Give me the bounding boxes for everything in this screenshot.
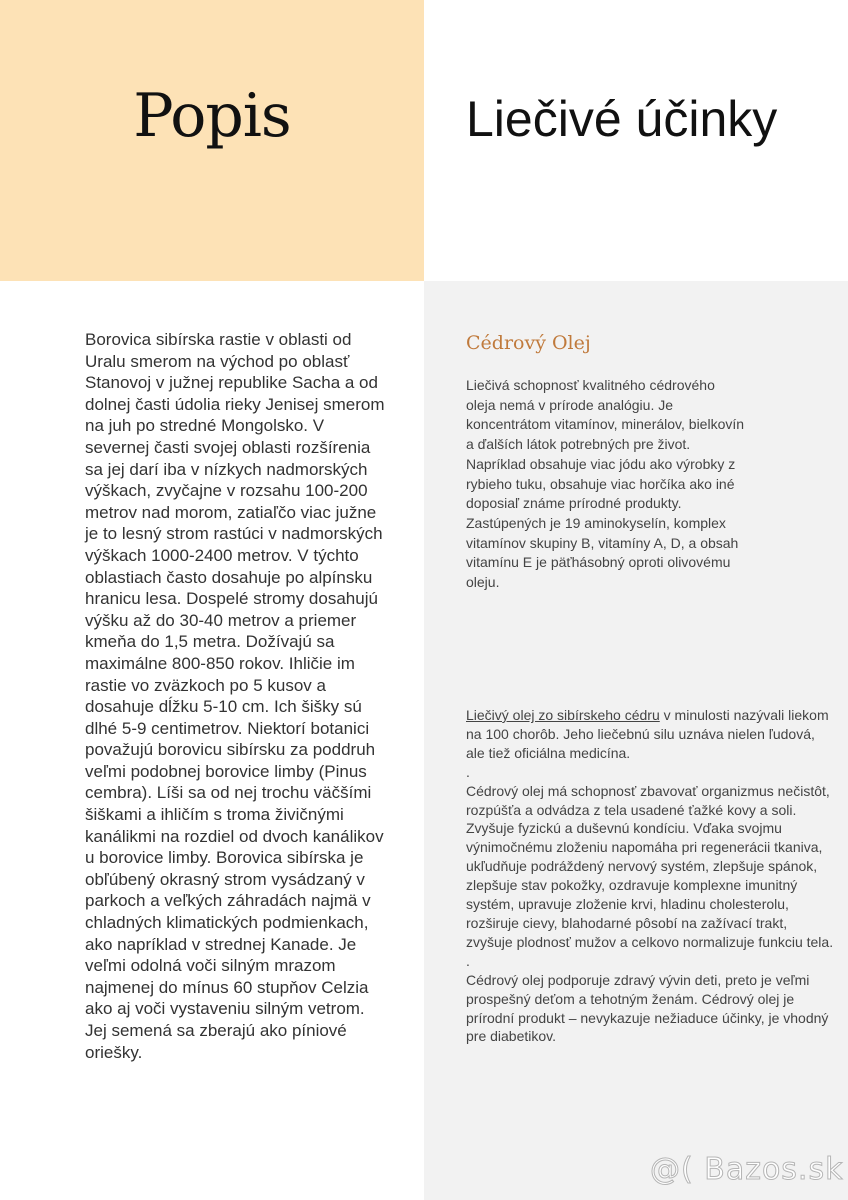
children-paragraph: Cédrový olej podporuje zdravý vývin deti, preto je veľmi prospešný deťom a tehotným ženám. Cédrový olej je prírodní produkt – nevykazuje nežiaduce účinky, je vhodný pre diabetikov. bbox=[466, 971, 829, 1045]
healing-oil-text: v minulosti nazývali liekom na 100 chorôb. Jeho liečebnú silu uznáva nielen ľudová, ale tiež oficiálna medicína. bbox=[466, 707, 829, 761]
healing-oil-link[interactable]: Liečivý olej zo sibírskeho cédru bbox=[466, 707, 660, 723]
intro-paragraph-2: Zastúpených je 19 aminokyselín, komplex vitamínov skupiny B, vitamíny A, D, a obsah vitamínu E je päťhásobný oproti olivovému oleju. bbox=[466, 514, 739, 591]
bazos-watermark: @( Bazos.sk bbox=[650, 1152, 844, 1187]
description-title: Popis bbox=[133, 81, 291, 151]
separator-dot-2: . bbox=[466, 952, 470, 969]
cleansing-paragraph: Cédrový olej má schopnosť zbavovať organizmus nečistôt, rozpúšťa a odvádza z tela usadené ťažké kovy a soli. Zvyšuje fyzickú a duševnú kondíciu. Vďaka svojmu výnimočnému zloženiu napomáha pri regenerácii tkaniva, ukľudňuje podráždený nervový systém, zlepšuje spánok, zlepšuje stav pokožky, ozdravuje komplexne imunitný systém, upravuje zloženie krvi, hladinu cholesterolu, rozširuje cievy, blahodarné pôsobí na zažívací trakt, zvyšuje plodnosť mužov a celkovo normalizuje funkciu tela. bbox=[466, 782, 834, 950]
healing-oil-paragraph bbox=[466, 706, 836, 763]
cedar-oil-details bbox=[466, 706, 836, 1046]
effects-title: Liečivé účinky bbox=[466, 91, 778, 147]
cedar-oil-heading: Cédrový Olej bbox=[466, 332, 591, 354]
intro-paragraph: Liečivá schopnosť kvalitného cédrového oleja nemá v prírode analógiu. Je koncentrátom vitamínov, minerálov, bielkovín a ďalších látok potrebných pre život. Napríklad obsahuje viac jódu ako výrobky z rybieho tuku, obsahuje viac horčíka ako iné doposiaľ známe prírodné produkty. bbox=[466, 377, 745, 512]
description-text: Borovica sibírska rastie v oblasti od Uralu smerom na východ po oblasť Stanovoj v južnej republike Sacha a od dolnej časti údolia rieky Jenisej smerom na juh po stredné Mongolsko. V severnej časti svojej oblasti rozšírenia sa jej darí iba v nízkych nadmorských výškach, zvyčajne v rozsahu 100-200 metrov nad morom, zatiaľčo viac južne je to lesný strom rastúci v nadmorských výškach 1000-2400 metrov. V týchto oblastiach často dosahuje po alpínsku hranicu lesa. Dospelé stromy dosahujú výšku až do 30-40 metrov a priemer kmeňa do 1,5 metra. Dožívajú sa maximálne 800-850 rokov. Ihličie im rastie vo zväzkoch po 5 kusov a dosahuje dĺžku 5-10 cm. Ich šišky sú dlhé 5-9 centimetrov. Niektorí botanici považujú borovicu sibírsku za poddruh veľmi podobnej borovice limby (Pinus cembra). Líši sa od nej trochu väčšími šiškami a ihličím s troma živičnými kanálikmi na rozdiel od dvoch kanálikov u borovice limby. Borovica sibírska je obľúbený okrasný strom vysádzaný v parkoch a veľkých záhradách najmä v chladných klimatických podmienkach, ako napríklad v strednej Kanade. Je veľmi odolná voči silným mrazom najmenej do mínus 60 stupňov Celzia ako aj voči vystaveniu silným vetrom. Jej semená sa zberajú ako píniové oriešky. bbox=[85, 330, 385, 1062]
separator-dot: . bbox=[466, 763, 470, 780]
cedar-oil-intro bbox=[466, 376, 746, 593]
